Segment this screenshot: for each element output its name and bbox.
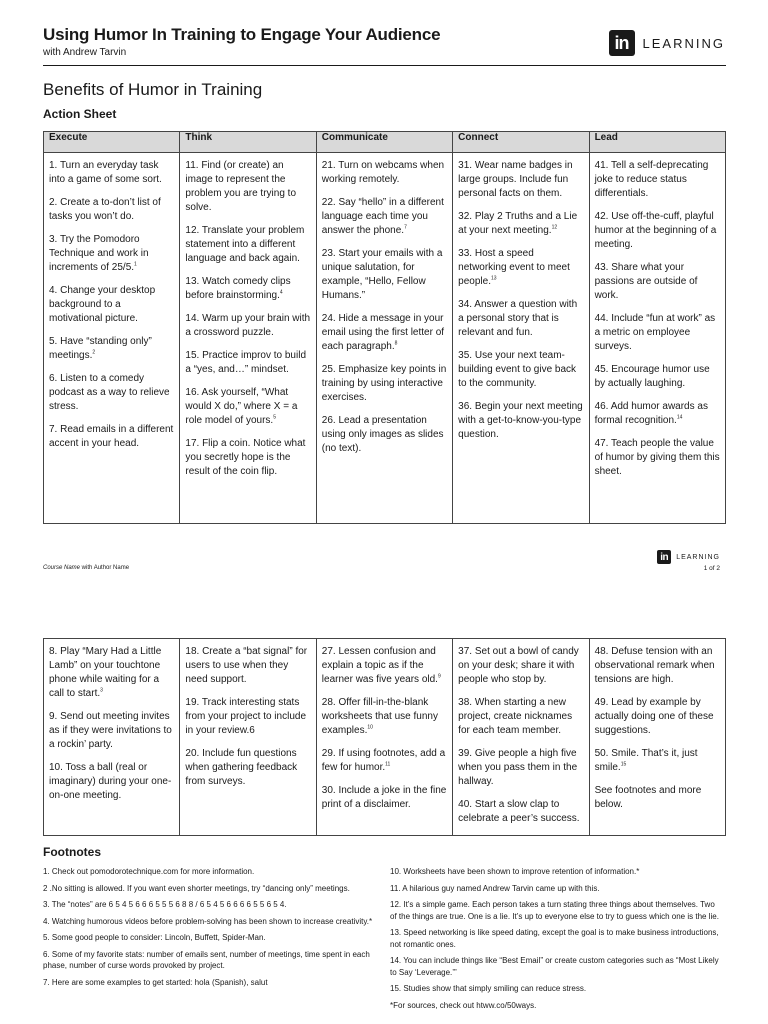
linkedin-in-icon: in bbox=[657, 550, 671, 564]
action-item bbox=[595, 747, 720, 775]
action-item bbox=[595, 645, 720, 687]
footnote-ref: 1 bbox=[134, 261, 137, 268]
action-item bbox=[185, 747, 310, 789]
action-item-text: 39. Give people a high five when you pass them in the hallway. bbox=[458, 748, 578, 787]
communicate-cell bbox=[316, 153, 452, 524]
action-item-text: 43. Share what your passions are outside of work. bbox=[594, 262, 698, 301]
action-item bbox=[595, 437, 720, 479]
footnote: 4. Watching humorous videos before problem-solving has been shown to increase creativity.* bbox=[43, 916, 373, 926]
action-item bbox=[49, 284, 174, 326]
action-item-text: 31. Wear name badges in large groups. Include fun personal facts on them. bbox=[458, 160, 573, 199]
action-item-text: 16. Ask yourself, “What would X do,” where X = a role model of yours. bbox=[185, 387, 298, 426]
action-item-text: 10. Toss a ball (real or imaginary) during your one-on-one meeting. bbox=[49, 762, 172, 801]
footnote: 5. Some good people to consider: Lincoln, Buffett, Spider-Man. bbox=[43, 933, 266, 942]
footnote-ref: 10 bbox=[367, 724, 373, 731]
action-item-text: 30. Include a joke in the fine print of a disclaimer. bbox=[321, 785, 447, 810]
action-sheet-label: Action Sheet bbox=[43, 107, 117, 121]
action-item-text: 1. Turn an everyday task into a game of some sort. bbox=[49, 160, 162, 185]
footnote: 3. The “notes” are 6 5 4 5 6 6 6 5 5 5 6 8 8 / 6 5 4 5 6 6 6 6 5 5 6 5 4. bbox=[43, 900, 287, 909]
action-item bbox=[185, 349, 310, 377]
action-item-text: 35. Use your next team-building event to give back to the community. bbox=[458, 350, 577, 389]
footnote: *For sources, check out htww.co/50ways. bbox=[390, 1000, 537, 1010]
action-item-text: 36. Begin your next meeting with a get-to-know-you-type question. bbox=[458, 401, 583, 440]
action-item bbox=[49, 372, 174, 414]
think-cell bbox=[180, 639, 316, 836]
action-item-text: 17. Flip a coin. Notice what you secretly hope is the result of the coin flip. bbox=[185, 438, 306, 477]
action-item bbox=[458, 247, 583, 289]
action-item bbox=[322, 312, 447, 354]
action-item-text: 45. Encourage humor use by actually laughing. bbox=[594, 364, 710, 389]
action-item bbox=[322, 645, 447, 687]
action-item-text: 40. Start a slow clap to celebrate a peer’s success. bbox=[458, 799, 580, 824]
action-item-text: 13. Watch comedy clips before brainstorming. bbox=[185, 276, 291, 301]
action-item bbox=[49, 196, 174, 224]
connect-cell bbox=[453, 639, 589, 836]
footnotes-left-column bbox=[43, 866, 373, 993]
action-item-text: 26. Lead a presentation using only images as slides (no text). bbox=[321, 415, 444, 454]
action-item bbox=[595, 159, 720, 201]
header-divider bbox=[43, 65, 726, 66]
course-footer bbox=[43, 565, 129, 571]
footer-logo bbox=[657, 550, 720, 564]
action-item bbox=[595, 696, 720, 738]
action-item-text: 33. Host a speed networking event to meet people. bbox=[458, 248, 570, 287]
action-item bbox=[322, 196, 447, 238]
action-item bbox=[49, 335, 174, 363]
footnote: 10. Worksheets have been shown to improve retention of information.* bbox=[390, 867, 640, 876]
action-item bbox=[458, 400, 583, 442]
footer-logo-wordmark: LEARNING bbox=[676, 553, 720, 561]
action-item-text: 5. Have “standing only” meetings. bbox=[49, 336, 152, 361]
action-table-page2 bbox=[43, 638, 726, 836]
action-item-text: 19. Track interesting stats from your project to include in your review.6 bbox=[185, 697, 307, 736]
logo-wordmark: LEARNING bbox=[642, 35, 725, 51]
footnote: 11. A hilarious guy named Andrew Tarvin came up with this. bbox=[390, 883, 600, 893]
column-header-lead: Lead bbox=[589, 132, 725, 153]
action-item bbox=[322, 784, 447, 812]
action-item bbox=[185, 224, 310, 266]
document-author: with Andrew Tarvin bbox=[43, 47, 127, 58]
lead-cell bbox=[589, 639, 725, 836]
action-item bbox=[322, 747, 447, 775]
communicate-cell bbox=[316, 639, 452, 836]
action-item bbox=[185, 159, 310, 215]
footnote-ref: 9 bbox=[437, 673, 441, 680]
footnote: 7. Here are some examples to get started: hola (Spanish), salut bbox=[43, 977, 268, 987]
action-item bbox=[458, 747, 583, 789]
section-title: Benefits of Humor in Training bbox=[43, 80, 263, 99]
column-header-think: Think bbox=[180, 132, 316, 153]
action-item bbox=[595, 261, 720, 303]
action-item bbox=[322, 247, 447, 303]
action-item bbox=[49, 645, 174, 701]
page-number: 1 of 2 bbox=[703, 565, 720, 572]
action-item-text: 2. Create a to-don’t list of tasks you won’t do. bbox=[49, 197, 161, 222]
action-item-text: See footnotes and more below. bbox=[594, 785, 702, 810]
action-item bbox=[185, 645, 310, 687]
footnote: 6. Some of my favorite stats: number of emails sent, number of meetings, time spent in each phase, number of curse words provoked by project. bbox=[43, 949, 370, 970]
think-cell bbox=[180, 153, 316, 524]
footnote-ref: 11 bbox=[385, 761, 391, 768]
footnote-ref: 14 bbox=[676, 414, 683, 421]
action-item-text: 46. Add humor awards as formal recognition. bbox=[594, 401, 708, 426]
action-item-text: 24. Hide a message in your email using the first letter of each paragraph. bbox=[321, 313, 445, 352]
footnote-ref: 13 bbox=[490, 275, 497, 282]
column-header-communicate: Communicate bbox=[316, 132, 452, 153]
action-item bbox=[595, 400, 720, 428]
action-item bbox=[49, 233, 174, 275]
footnote: 15. Studies show that simply smiling can reduce stress. bbox=[390, 984, 587, 993]
action-item-text: 50. Smile. That’s it, just smile. bbox=[594, 748, 698, 773]
footnote: 13. Speed networking is like speed dating, except the goal is to make business introductions, not romantic ones. bbox=[390, 928, 719, 949]
action-item bbox=[458, 210, 583, 238]
action-item-text: 27. Lessen confusion and explain a topic as if the learner was five years old. bbox=[321, 646, 438, 685]
action-item-text: 44. Include “fun at work” as a metric on employee surveys. bbox=[594, 313, 716, 352]
action-item-text: 42. Use off-the-cuff, playful humor at the beginning of a meeting. bbox=[594, 211, 717, 250]
footnote-ref: 2 bbox=[92, 349, 96, 356]
course-name: Course Name bbox=[43, 565, 81, 571]
linkedin-learning-logo bbox=[609, 30, 725, 56]
action-item-text: 23. Start your emails with a unique salutation, for example, “Hello, Fellow Humans.” bbox=[321, 248, 443, 301]
action-item-text: 18. Create a “bat signal” for users to use when they need support. bbox=[185, 646, 308, 685]
action-item-text: 47. Teach people the value of humor by giving them this sheet. bbox=[594, 438, 720, 477]
footnote: 14. You can include things like “Best Email” or create custom categories such as “Most Likely to Say ‘Leverage.’” bbox=[390, 956, 719, 977]
action-item-text: 49. Lead by example by actually doing one of these suggestions. bbox=[594, 697, 714, 736]
connect-cell bbox=[453, 153, 589, 524]
action-item bbox=[185, 696, 310, 738]
action-item bbox=[322, 414, 447, 456]
table-row bbox=[44, 153, 726, 524]
action-item bbox=[185, 275, 310, 303]
action-item-text: 8. Play “Mary Had a Little Lamb” on your touchtone phone while waiting for a call to start. bbox=[49, 646, 162, 699]
action-item bbox=[49, 159, 174, 187]
action-item bbox=[322, 363, 447, 405]
column-header-connect: Connect bbox=[453, 132, 589, 153]
action-item-text: 15. Practice improv to build a “yes, and…” mindset. bbox=[185, 350, 307, 375]
lead-cell bbox=[589, 153, 725, 524]
action-item bbox=[322, 159, 447, 187]
action-item-text: 9. Send out meeting invites as if they were invitations to a rockin’ party. bbox=[49, 711, 172, 750]
footnotes-right-column bbox=[390, 866, 720, 1016]
execute-cell bbox=[44, 639, 180, 836]
footnote-ref: 4 bbox=[279, 289, 283, 296]
action-item bbox=[49, 710, 174, 752]
footnote: 1. Check out pomodorotechnique.com for more information. bbox=[43, 867, 255, 876]
execute-cell bbox=[44, 153, 180, 524]
action-item-text: 48. Defuse tension with an observational remark when tensions are high. bbox=[594, 646, 715, 685]
footnote-ref: 15 bbox=[620, 761, 627, 768]
action-item bbox=[185, 386, 310, 428]
footnotes-title: Footnotes bbox=[43, 845, 101, 859]
action-item-text: 32. Play 2 Truths and a Lie at your next meeting. bbox=[458, 211, 578, 236]
action-item-text: 3. Try the Pomodoro Technique and work in increments of 25/5. bbox=[49, 234, 149, 273]
footnote-ref: 8 bbox=[394, 340, 398, 347]
action-item-text: 11. Find (or create) an image to represent the problem you are trying to solve. bbox=[185, 160, 297, 213]
action-item-text: 6. Listen to a comedy podcast as a way to relieve stress. bbox=[49, 373, 170, 412]
action-item-text: 34. Answer a question with a personal story that is relevant and fun. bbox=[458, 299, 578, 338]
action-item bbox=[595, 363, 720, 391]
linkedin-in-icon: in bbox=[609, 30, 635, 56]
action-item bbox=[595, 312, 720, 354]
action-item bbox=[185, 437, 310, 479]
footnote-ref: 5 bbox=[273, 414, 276, 421]
action-item-text: 7. Read emails in a different accent in your head. bbox=[49, 424, 174, 449]
action-table-page1 bbox=[43, 131, 726, 524]
action-item bbox=[49, 761, 174, 803]
action-item bbox=[595, 784, 720, 812]
action-item-text: 37. Set out a bowl of candy on your desk; share it with people who stop by. bbox=[458, 646, 579, 685]
action-item bbox=[595, 210, 720, 252]
action-item-text: 14. Warm up your brain with a crossword puzzle. bbox=[185, 313, 311, 338]
action-item-text: 25. Emphasize key points in training by using interactive exercises. bbox=[321, 364, 447, 403]
action-item bbox=[458, 349, 583, 391]
action-item bbox=[49, 423, 174, 451]
action-item-text: 38. When starting a new project, create nicknames for each team member. bbox=[458, 697, 573, 736]
action-item-text: 4. Change your desktop background to a motivational picture. bbox=[49, 285, 156, 324]
footnote: 12. It’s a simple game. Each person takes a turn stating three things about themselves. Two of the things are true. One is a lie. It’s up to everyone else to try to guess which one is the lie. bbox=[390, 900, 719, 921]
action-item bbox=[458, 159, 583, 201]
footnote: 2 .No sitting is allowed. If you want even shorter meetings, try “dancing only” meetings. bbox=[43, 883, 350, 893]
action-item-text: 29. If using footnotes, add a few for humor. bbox=[321, 748, 446, 773]
action-item-text: 41. Tell a self-deprecating joke to reduce status differentials. bbox=[594, 160, 709, 199]
action-item bbox=[458, 645, 583, 687]
column-header-execute: Execute bbox=[44, 132, 180, 153]
action-item bbox=[458, 798, 583, 826]
action-item-text: 20. Include fun questions when gathering feedback from surveys. bbox=[185, 748, 298, 787]
action-item-text: 21. Turn on webcams when working remotely. bbox=[321, 160, 445, 185]
action-item-text: 12. Translate your problem statement into a different language and back again. bbox=[185, 225, 305, 264]
action-item-text: 28. Offer fill-in-the-blank worksheets that use funny examples. bbox=[321, 697, 438, 736]
footnote-ref: 3 bbox=[100, 687, 103, 694]
action-item bbox=[185, 312, 310, 340]
action-item bbox=[322, 696, 447, 738]
action-item bbox=[458, 696, 583, 738]
table-row bbox=[44, 639, 726, 836]
action-item-text: 22. Say “hello” in a different language each time you answer the phone. bbox=[321, 197, 444, 236]
action-item bbox=[458, 298, 583, 340]
table-header-row bbox=[44, 132, 726, 153]
course-author: with Author Name bbox=[80, 565, 130, 571]
footnote-ref: 12 bbox=[551, 224, 558, 231]
footnote-ref: 7 bbox=[404, 224, 407, 231]
document-title: Using Humor In Training to Engage Your Audience bbox=[43, 25, 441, 44]
